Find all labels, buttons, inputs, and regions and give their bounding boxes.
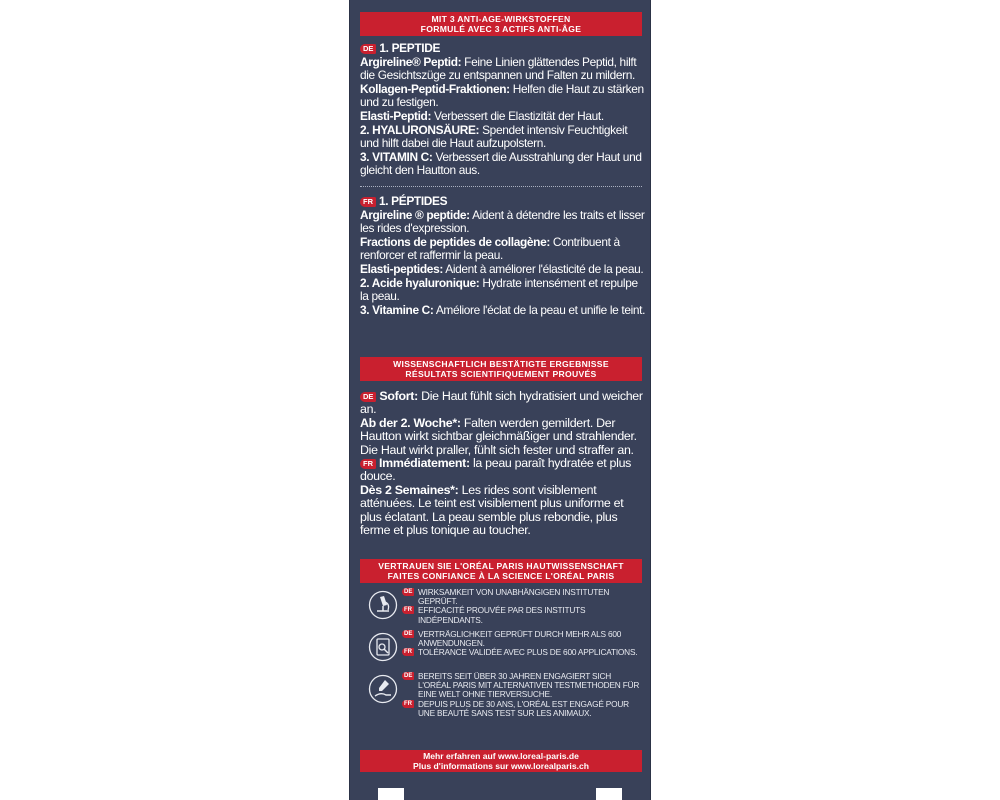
banner-ingredients — [360, 12, 642, 36]
de-result-2-text: Falten werden gemildert. Der Hautton wirkt sichtbar gleichmäßiger und strahlender. Die Haut wirkt praller, fühlt sich fester und straffer an. — [360, 415, 637, 457]
de-ingredients-title: 1. PEPTIDE — [379, 41, 441, 55]
fr-ingredient-3 — [360, 263, 646, 277]
fr-ingredient-4-name: 2. Acide hyaluronique: — [360, 275, 480, 290]
de-ingredient-1-desc: Feine Linien glättendes Peptid, hilft die Gesichtszüge zu entspannen und Falten zu mildern. — [360, 54, 637, 83]
de-badge: DE — [360, 44, 376, 54]
de-ingredient-3 — [360, 110, 646, 124]
de-ingredient-5 — [360, 151, 646, 178]
de-ingredients-section — [360, 42, 646, 178]
trust-2-de: VERTRÄGLICHKEIT GEPRÜFT DURCH MEHR ALS 600 ANWENDUNGEN. — [418, 629, 622, 649]
trust-1-de: WIRKSAMKEIT VON UNABHÄNGIGEN INSTITUTEN GEPRÜFT. — [418, 587, 610, 607]
banner-ingredients-de: MIT 3 ANTI-AGE-WIRKSTOFFEN — [431, 14, 571, 24]
fr-badge: FR — [404, 649, 412, 656]
de-result-1-text: Die Haut fühlt sich hydratisiert und weicher an. — [360, 389, 643, 417]
banner-results-de: WISSENSCHAFTLICH BESTÄTIGTE ERGEBNISSE — [393, 359, 609, 369]
fr-result-2 — [360, 484, 646, 538]
fr-ingredient-1-desc: Aident à détendre les traits et lisser les rides d'expression. — [360, 207, 645, 236]
trust-text-3 — [402, 672, 642, 718]
de-badge: DE — [404, 631, 413, 637]
trust-text-1 — [402, 588, 642, 625]
banner-ingredients-fr: FORMULÉ AVEC 3 ACTIFS ANTI-ÂGE — [420, 24, 582, 34]
de-ingredient-5-name: 3. VITAMIN C: — [360, 149, 433, 164]
fr-badge: FR — [404, 700, 412, 707]
de-result-1-label: Sofort: — [379, 389, 418, 403]
fr-ingredient-5-desc: Améliore l'éclat de la peau et unifie le teint. — [433, 302, 646, 317]
de-ingredient-2 — [360, 83, 646, 110]
de-ingredient-3-name: Elasti-Peptid: — [360, 108, 432, 123]
trust-text-2 — [402, 630, 642, 658]
de-ingredient-4-desc: Spendet intensiv Feuchtigkeit und hilft dabei die Haut aufzupolstern. — [360, 122, 628, 151]
fr-badge: FR — [360, 459, 376, 469]
fr-ingredient-5 — [360, 304, 646, 318]
dotted-divider — [360, 186, 642, 187]
de-result-2 — [360, 417, 646, 457]
footer-fr-link[interactable]: Plus d'informations sur www.lorealparis.ch — [412, 761, 590, 771]
fr-ingredient-1 — [360, 209, 646, 236]
microscope-icon — [368, 590, 398, 620]
trust-1-fr: EFFICACITÉ PROUVÉE PAR DES INSTITUTS INDÉPENDANTS. — [418, 605, 586, 625]
trust-2-fr: TOLÉRANCE VALIDÉE AVEC PLUS DE 600 APPLICATIONS. — [418, 647, 638, 658]
banner-trust-de: VERTRAUEN SIE L'ORÉAL PARIS HAUTWISSENSCHAFT — [378, 561, 624, 571]
box-notch-left — [378, 788, 404, 800]
banner-results-fr: RÉSULTATS SCIENTIFIQUEMENT PROUVÉS — [405, 369, 597, 379]
fr-badge: FR — [360, 197, 376, 207]
de-badge: DE — [360, 392, 376, 402]
de-result-1 — [360, 390, 646, 417]
de-badge: DE — [404, 589, 413, 595]
product-panel — [349, 0, 651, 800]
de-ingredient-1-name: Argireline® Peptid: — [360, 54, 462, 69]
trust-3-de: BEREITS SEIT ÜBER 30 JAHREN ENGAGIERT SICH L'ORÉAL PARIS MIT ALTERNATIVEN TESTMETHODEN FÜR EINE WELT OHNE TIERVERSUCHE. — [418, 671, 640, 700]
fr-result-1 — [360, 457, 646, 484]
footer-de-link[interactable]: Mehr erfahren auf www.loreal-paris.de — [423, 751, 579, 761]
fr-badge: FR — [404, 607, 412, 614]
fr-result-1-text: la peau paraît hydratée et plus douce. — [360, 456, 632, 484]
de-ingredient-4 — [360, 124, 646, 151]
fr-ingredient-5-name: 3. Vitamine C: — [360, 302, 434, 317]
fr-ingredient-4 — [360, 277, 646, 304]
footer-banner — [360, 750, 642, 772]
de-ingredient-1 — [360, 56, 646, 83]
fr-ingredient-2-name: Fractions de peptides de collagène: — [360, 234, 550, 249]
results-section — [360, 390, 646, 537]
fr-ingredient-2-desc: Contribuent à renforcer et raffermir la peau. — [360, 234, 620, 263]
box-notch-right — [596, 788, 622, 800]
fr-result-1-label: Immédiatement: — [379, 456, 470, 471]
fr-result-2-text: Les rides sont visiblement atténuées. Le teint est visiblement plus uniforme et plus éclatant. La peau semble plus rebondie, plus ferme et plus tonique au toucher. — [360, 482, 624, 538]
de-ingredient-4-name: 2. HYALURONSÄURE: — [360, 122, 480, 137]
fr-result-2-label: Dès 2 Semaines*: — [360, 482, 459, 497]
fr-ingredient-2 — [360, 236, 646, 263]
trust-3-fr: DEPUIS PLUS DE 30 ANS, L'ORÉAL EST ENGAGÉ POUR UNE BEAUTÉ SANS TEST SUR LES ANIMAUX. — [418, 698, 629, 718]
de-ingredient-3-desc: Verbessert die Elastizität der Haut. — [431, 108, 604, 123]
de-badge: DE — [404, 673, 413, 679]
fr-ingredients-section — [360, 195, 646, 317]
fr-ingredient-1-name: Argireline ® peptide: — [360, 207, 470, 222]
banner-trust-fr: FAITES CONFIANCE À LA SCIENCE L'ORÉAL PARIS — [387, 571, 615, 581]
skin-test-icon — [368, 632, 398, 662]
fr-ingredient-3-desc: Aident à améliorer l'élasticité de la peau. — [442, 261, 644, 276]
fr-ingredient-4-desc: Hydrate intensément et repulpe la peau. — [360, 275, 638, 304]
fr-ingredient-3-name: Elasti-peptides: — [360, 261, 443, 276]
de-ingredient-2-desc: Helfen die Haut zu stärken und zu festigen. — [360, 81, 644, 110]
banner-results — [360, 357, 642, 381]
de-ingredient-2-name: Kollagen-Peptid-Fraktionen: — [360, 81, 510, 96]
banner-trust — [360, 559, 642, 583]
fr-ingredients-title: 1. PÉPTIDES — [379, 194, 448, 208]
de-result-2-label: Ab der 2. Woche*: — [360, 415, 461, 430]
de-ingredient-5-desc: Verbessert die Ausstrahlung der Haut und gleicht den Hautton aus. — [360, 149, 642, 178]
dropper-hand-icon — [368, 674, 398, 704]
